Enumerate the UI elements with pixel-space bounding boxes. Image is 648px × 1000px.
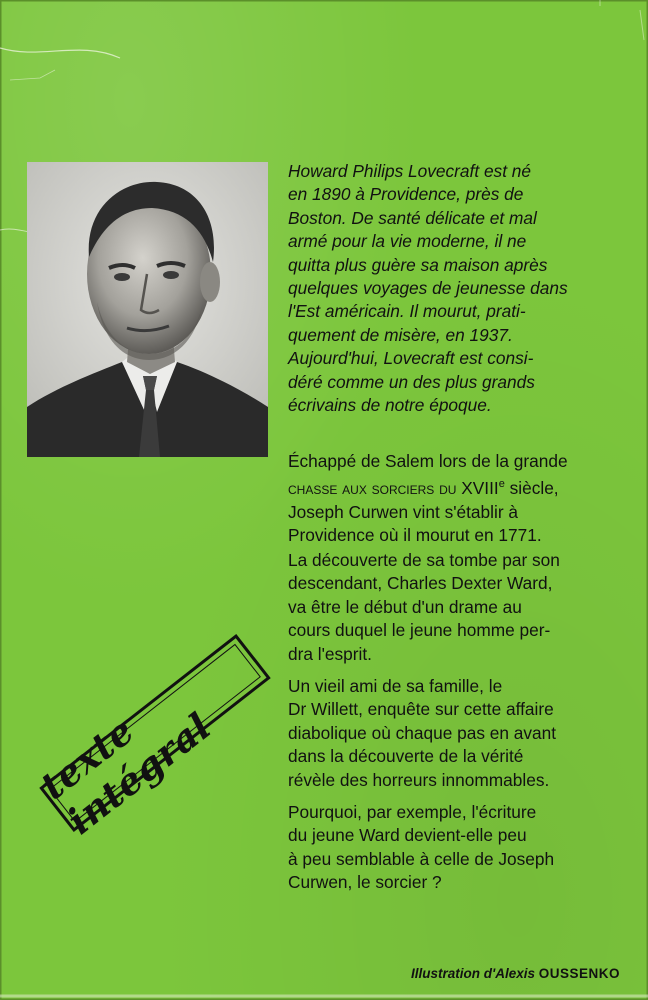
synopsis-paragraph-1 bbox=[288, 450, 622, 547]
synopsis-line: à peu semblable à celle de Joseph bbox=[288, 848, 555, 869]
bio-line: Aujourd'hui, Lovecraft est consi- bbox=[288, 348, 534, 369]
credit-prefix: Illustration d'Alexis bbox=[410, 966, 539, 981]
synopsis-line: du jeune Ward devient-elle peu bbox=[288, 825, 527, 846]
synopsis-line: Dr Willett, enquête sur cette affaire bbox=[288, 699, 554, 720]
synopsis-line: Providence où il mourut en 1771. bbox=[288, 524, 542, 545]
bio-line: Boston. De santé délicate et mal bbox=[288, 207, 537, 228]
synopsis-line: Pourquoi, par exemple, l'écriture bbox=[288, 802, 537, 822]
portrait-photo-icon bbox=[27, 162, 268, 457]
illustration-credit bbox=[411, 966, 620, 981]
bio-line: quement de misère, en 1937. bbox=[288, 324, 513, 345]
century-suffix: siècle, bbox=[504, 478, 559, 499]
synopsis-line: dra l'esprit. bbox=[288, 643, 372, 664]
author-biography bbox=[288, 160, 620, 417]
synopsis-line: Joseph Curwen vint s'établir à bbox=[288, 501, 518, 522]
synopsis-paragraph-2 bbox=[288, 549, 622, 666]
bio-line: écrivains de notre époque. bbox=[288, 395, 492, 416]
bio-line: en 1890 à Providence, près de bbox=[288, 184, 524, 205]
bio-line: quelques voyages de jeunesse dans bbox=[288, 278, 568, 299]
synopsis-line: La découverte de sa tombe par son bbox=[288, 550, 560, 570]
bio-line: quitta plus guère sa maison après bbox=[288, 254, 548, 275]
synopsis-line: va être le début d'un drame au bbox=[288, 596, 522, 617]
synopsis-line: diabolique où chaque pas en avant bbox=[288, 722, 557, 743]
synopsis-paragraph-4 bbox=[288, 801, 622, 895]
author-portrait bbox=[27, 162, 268, 457]
synopsis-line: révèle des horreurs innommables. bbox=[288, 769, 550, 790]
synopsis-line: dans la découverte de la vérité bbox=[288, 746, 524, 767]
superscript-e: e bbox=[498, 478, 505, 491]
stamp-inner-border bbox=[49, 644, 261, 822]
illustrator-name: OUSSENKO bbox=[538, 966, 620, 981]
synopsis-line: Échappé de Salem lors de la grande bbox=[288, 451, 568, 471]
century-text: chasse aux sorciers du XVIII bbox=[288, 478, 499, 499]
bio-line: déré comme un des plus grands bbox=[288, 371, 535, 392]
synopsis-line: cours duquel le jeune homme per- bbox=[288, 620, 551, 641]
bio-line: l'Est américain. Il mourut, prati- bbox=[288, 301, 526, 322]
synopsis-line: Un vieil ami de sa famille, le bbox=[288, 676, 503, 696]
synopsis-line: Curwen, le sorcier ? bbox=[288, 872, 442, 893]
synopsis-paragraph-3 bbox=[288, 675, 622, 792]
synopsis-line bbox=[288, 473, 622, 500]
stamp-text: texte intégral bbox=[31, 704, 220, 843]
bio-line: armé pour la vie moderne, il ne bbox=[288, 231, 527, 252]
bio-line: Howard Philips Lovecraft est né bbox=[288, 161, 532, 181]
texte-integral-stamp bbox=[31, 634, 270, 843]
synopsis-line: descendant, Charles Dexter Ward, bbox=[288, 573, 553, 594]
